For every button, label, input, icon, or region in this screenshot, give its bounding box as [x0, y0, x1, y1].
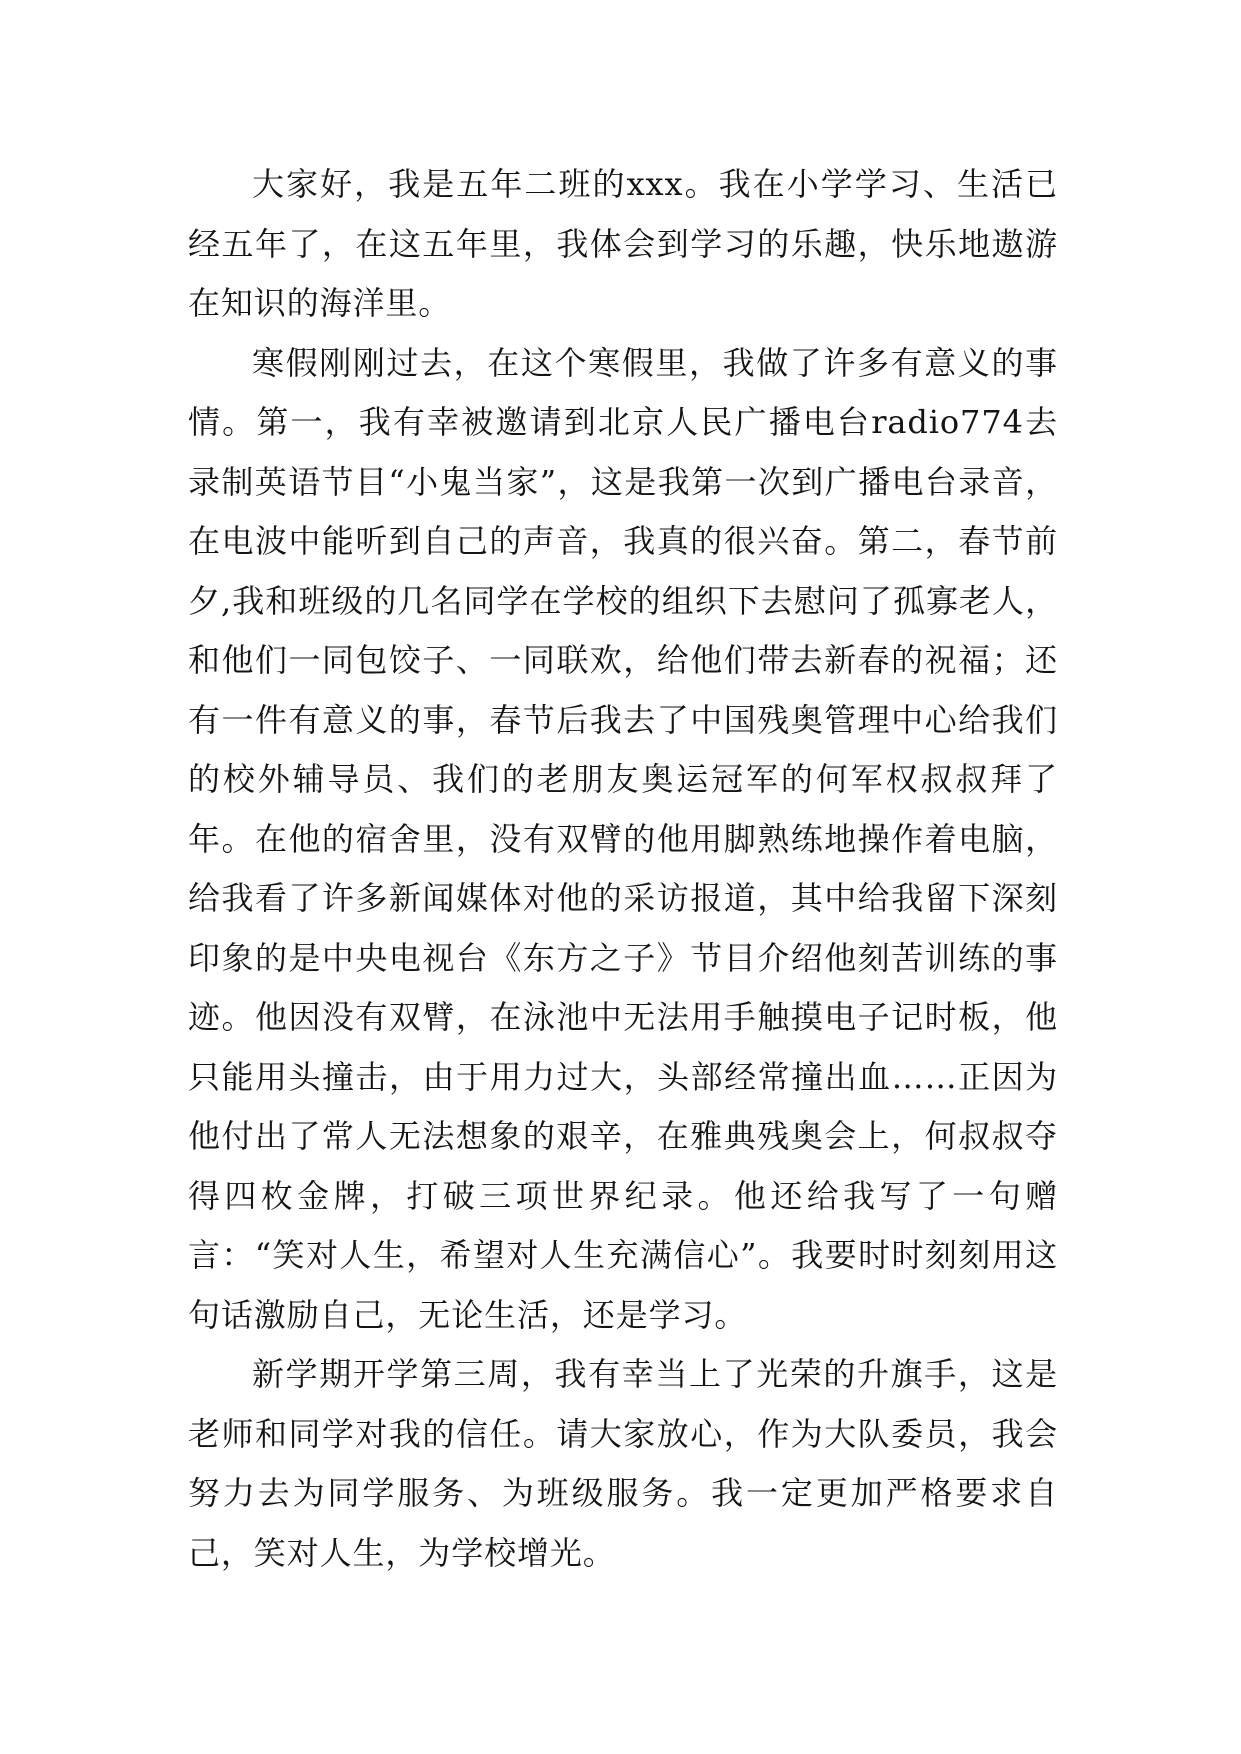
paragraph-new-semester: 新学期开学第三周，我有幸当上了光荣的升旗手，这是老师和同学对我的信任。请大家放心，作为大队委员，我会努力去为同学服务、为班级服务。我一定更加严格要求自己，笑对人生，为学校增光。	[188, 1355, 1058, 1572]
paragraph-greeting: 大家好，我是五年二班的xxx。我在小学学习、生活已经五年了，在这五年里，我体会到学习的乐趣，快乐地遨游在知识的海洋里。	[188, 165, 1058, 322]
document-body	[188, 155, 1058, 1583]
paragraph-winter-vacation: 寒假刚刚过去，在这个寒假里，我做了许多有意义的事情。第一，我有幸被邀请到北京人民广播电台radio774去录制英语节目“小鬼当家”，这是我第一次到广播电台录音，在电波中能听到自己的声音，我真的很兴奋。第二，春节前夕,我和班级的几名同学在学校的组织下去慰问了孤寡老人，和他们一同包饺子、一同联欢，给他们带去新春的祝福；还有一件有意义的事，春节后我去了中国残奥管理中心给我们的校外辅导员、我们的老朋友奥运冠军的何军权叔叔拜了年。在他的宿舍里，没有双臂的他用脚熟练地操作着电脑，给我看了许多新闻媒体对他的采访报道，其中给我留下深刻印象的是中央电视台《东方之子》节目介绍他刻苦训练的事迹。他因没有双臂，在泳池中无法用手触摸电子记时板，他只能用头撞击，由于用力过大，头部经常撞出血……正因为他付出了常人无法想象的艰辛，在雅典残奥会上，何叔叔夺得四枚金牌，打破三项世界纪录。他还给我写了一句赠言：“笑对人生，希望对人生充满信心”。我要时时刻刻用这句话激励自己，无论生活，还是学习。	[188, 343, 1058, 1334]
